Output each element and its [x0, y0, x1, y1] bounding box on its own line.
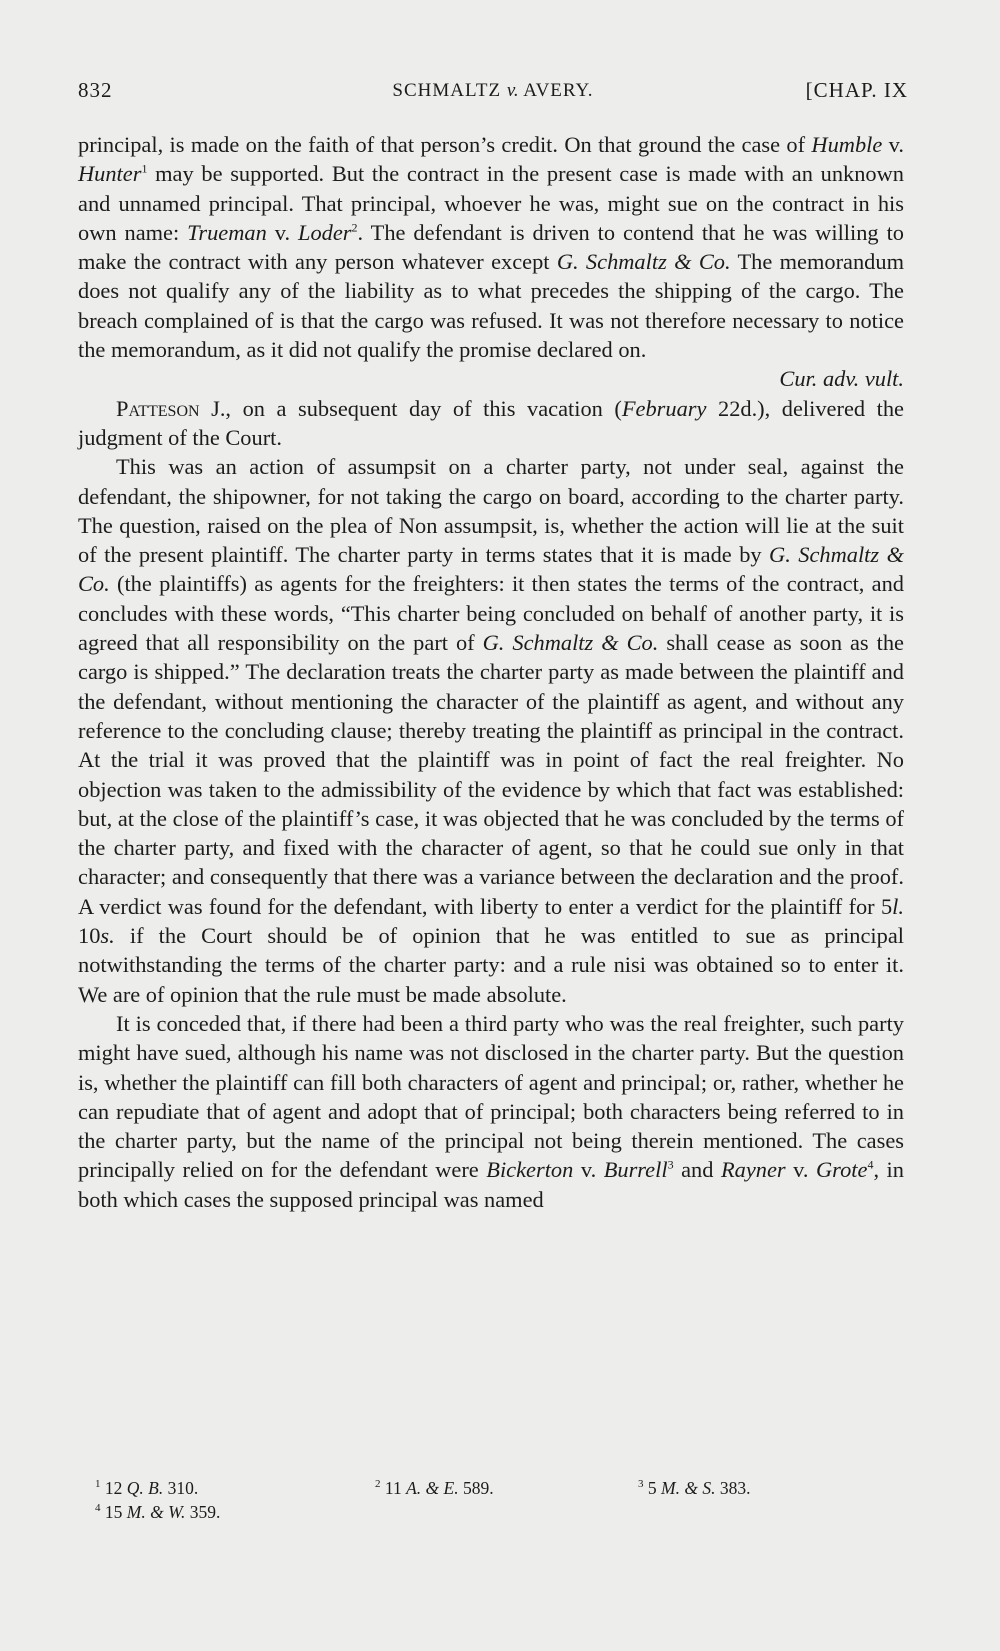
page-number: 832: [78, 78, 113, 102]
footnote: $^2$ 11 A. & E. 589.: [375, 1478, 494, 1498]
footnote: $^3$ 5 M. & S. 383.: [638, 1478, 751, 1498]
body-text: [78, 130, 904, 1214]
running-head: SCHMALTZ v. AVERY.: [392, 80, 594, 101]
paragraph-3: This was an action of assumpsit on a charter party, not under seal, against the defendant, the shipowner, for not taking the cargo on board, according to the charter party. The question, raised on the plea of Non assumpsit, is, whether the action will lie at the suit of the present plaintiff. The charter party in terms states that it is made by G. Schmaltz & Co. (the plaintiffs) as agents for the freighters: it then states the terms of the contract, and concludes with these words, “This charter being concluded on behalf of another party, it is agreed that all responsibility on the part of G. Schmaltz & Co. shall cease as soon as the cargo is shipped.” The declaration treats the charter party as made between the plaintiff and the defendant, without mentioning the character of the plaintiff as agent, and without any reference to the concluding clause; thereby treating the plaintiff as principal in the contract. At the trial it was proved that the plaintiff was in point of fact the real freighter. No objection was taken to the admissibility of the evidence by which that fact was established: but, at the close of the plaintiff’s case, it was objected that he was concluded by the terms of the charter party, and fixed with the character of agent, so that he could sue only in that character; and consequently that there was a variance between the declaration and the proof. A verdict was found for the defendant, with liberty to enter a verdict for the plaintiff for 5l. 10s. if the Court should be of opinion that he was entitled to sue as principal notwithstanding the terms of the charter party: and a rule nisi was obtained so to enter it. We are of opinion that the rule must be made absolute.: [78, 454, 904, 1007]
paragraph-4: It is conceded that, if there had been a third party who was the real freighter, such party might have sued, although his name was not disclosed in the charter party. But the question is, whether the plaintiff can fill both characters of agent and principal; or, rather, whether he can repudiate that of agent and adopt that of principal; both characters being referred to in the charter party, but the name of the principal not being therein mentioned. The cases principally relied on for the defendant were Bickerton v. Burrell$^3$ and Rayner v. Grote$^4$, in both which cases the supposed principal was named: [78, 1010, 904, 1212]
page-header: [78, 78, 908, 108]
footnotes: [95, 1476, 905, 1524]
footnote-ref: 4: [867, 1157, 874, 1172]
footnote: $^4$ 15 M. & W. 359.: [95, 1502, 221, 1522]
footnote-ref: 3: [667, 1157, 674, 1172]
cur-adv-vult: Cur. adv. vult.: [779, 366, 904, 392]
paragraph-2: Patteson J., on a subsequent day of this vacation (February 22d.), delivered the judgment of the Court.: [78, 395, 904, 450]
footnote-ref: 1: [141, 161, 148, 176]
footnote: $^1$ 12 Q. B. 310.: [95, 1478, 199, 1498]
footnote-ref: 2: [351, 220, 358, 235]
paragraph-1: principal, is made on the faith of that person’s credit. On that ground the case of Humble v. Hunter$^1$ may be supported. But the contract in the present case is made with an unknown and unnamed principal. That principal, whoever he was, might sue on the contract in his own name: Trueman v. Loder$^2$. The defendant is driven to contend that he was willing to make the contract with any person whatever except G. Schmaltz & Co. The memorandum does not qualify any of the liability as to what precedes the shipping of the cargo. The breach complained of is that the cargo was refused. It was not therefore necessary to notice the memorandum, as it did not qualify the promise declared on.: [78, 132, 904, 363]
chapter-label: [CHAP. IX: [805, 78, 908, 102]
